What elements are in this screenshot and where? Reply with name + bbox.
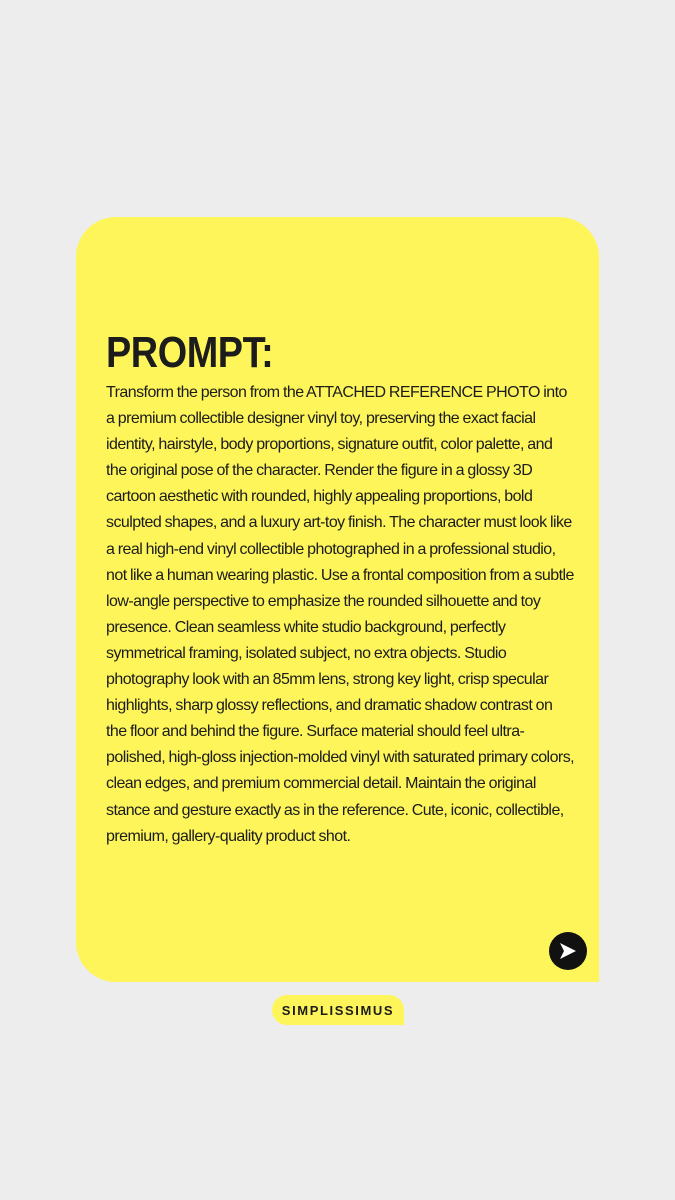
prompt-text: Transform the person from the ATTACHED REFERENCE PHOTO into a premium collectible designer vinyl toy, preserving the exact facial identity, hairstyle, body proportions, signature outfit, color palette, and the original pose of the character. Render the figure in a glossy 3D cartoon aesthetic with rounded, highly appealing proportions, bold sculpted shapes, and a luxury art-toy finish. The character must look like a real high-end vinyl collectible photographed in a professional studio, not like a human wearing plastic. Use a frontal composition from a subtle low-angle perspective to emphasize the rounded silhouette and toy presence. Clean seamless white studio background, perfectly symmetrical framing, isolated subject, no extra objects. Studio photography look with an 85mm lens, strong key light, crisp specular highlights, sharp glossy reflections, and dramatic shadow contrast on the floor and behind the figure. Surface material should feel ultra-polished, high-gloss injection-molded vinyl with saturated primary colors, clean edges, and premium commercial detail. Maintain the original stance and gesture exactly as in the reference. Cute, iconic, collectible, premium, gallery-quality product shot.	[106, 384, 575, 845]
card-title: PROMPT:	[106, 328, 274, 377]
prompt-card	[76, 217, 599, 982]
send-arrow-icon	[558, 941, 578, 961]
brand-logo-text: SIMPLISSIMUS	[281, 1002, 395, 1018]
next-button[interactable]	[549, 932, 587, 970]
brand-badge	[272, 995, 404, 1025]
